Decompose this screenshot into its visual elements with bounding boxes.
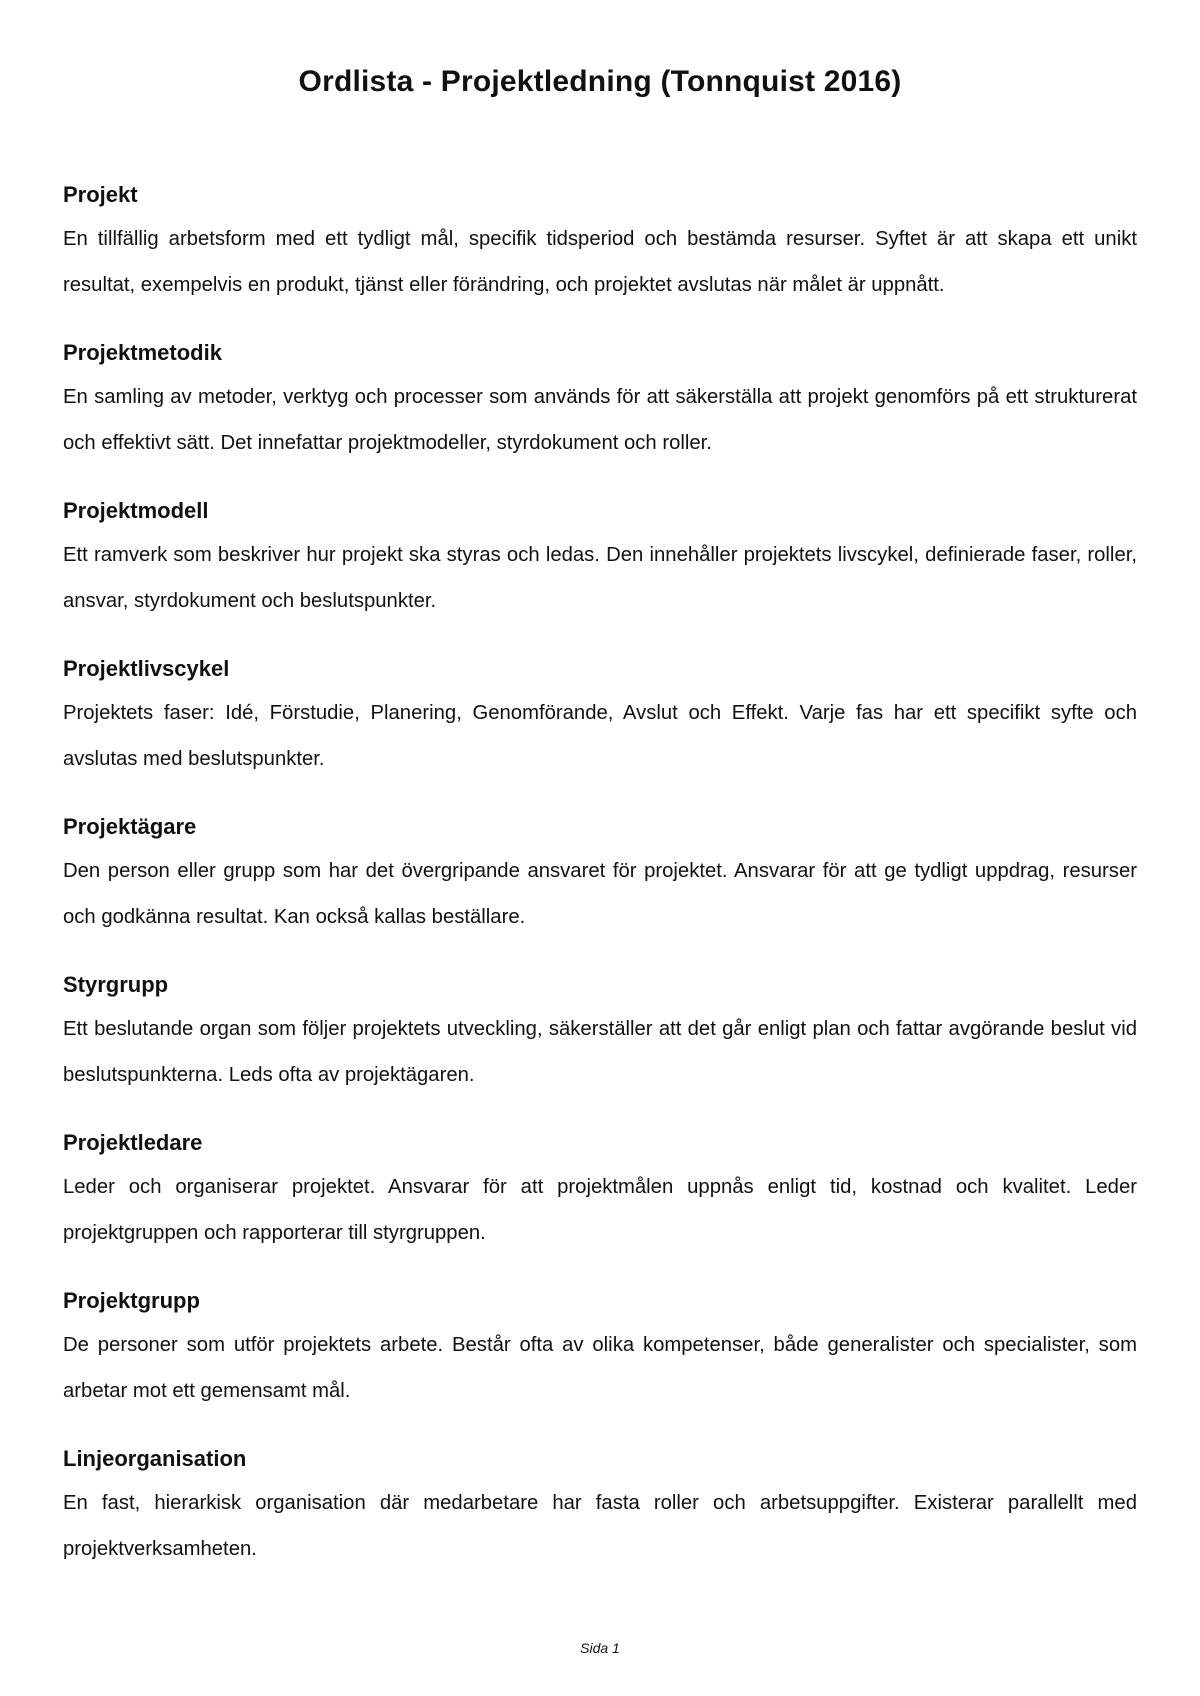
- glossary-definition: Projektets faser: Idé, Förstudie, Planering, Genomförande, Avslut och Effekt. Varje fas har ett specifikt syfte och avslutas med beslutspunkter.: [63, 702, 1137, 770]
- glossary-entry-projekt: [63, 180, 1137, 308]
- glossary-entry-projektlivscykel: [63, 654, 1137, 782]
- glossary-list: [63, 180, 1137, 1572]
- glossary-term: Styrgrupp: [63, 972, 169, 997]
- glossary-term: Projektgrupp: [63, 1288, 200, 1313]
- glossary-entry-projektagare: [63, 812, 1137, 940]
- glossary-definition: Ett beslutande organ som följer projektets utveckling, säkerställer att det går enligt plan och fattar avgörande beslut vid beslutspunkterna. Leds ofta av projektägaren.: [63, 1018, 1137, 1086]
- glossary-term: Linjeorganisation: [63, 1446, 247, 1471]
- glossary-term: Projektledare: [63, 1130, 203, 1155]
- glossary-entry-linjeorganisation: [63, 1444, 1137, 1572]
- glossary-definition: Leder och organiserar projektet. Ansvarar för att projektmålen uppnås enligt tid, kostnad och kvalitet. Leder projektgruppen och rapporterar till styrgruppen.: [63, 1176, 1137, 1244]
- glossary-term: Projekt: [63, 182, 138, 207]
- glossary-term: Projektmodell: [63, 498, 209, 523]
- glossary-definition: En fast, hierarkisk organisation där medarbetare har fasta roller och arbetsuppgifter. Existerar parallellt med projektverksamheten.: [63, 1492, 1137, 1560]
- glossary-entry-projektledare: [63, 1128, 1137, 1256]
- glossary-term: Projektmetodik: [63, 340, 222, 365]
- glossary-definition: En tillfällig arbetsform med ett tydligt mål, specifik tidsperiod och bestämda resurser. Syftet är att skapa ett unikt resultat, exempelvis en produkt, tjänst eller förändring, och projektet avslutas när målet är uppnått.: [63, 228, 1137, 296]
- glossary-entry-projektmetodik: [63, 338, 1137, 466]
- glossary-entry-projektgrupp: [63, 1286, 1137, 1414]
- glossary-entry-styrgrupp: [63, 970, 1137, 1098]
- glossary-definition: De personer som utför projektets arbete. Består ofta av olika kompetenser, både generalister och specialister, som arbetar mot ett gemensamt mål.: [63, 1334, 1137, 1402]
- glossary-definition: En samling av metoder, verktyg och processer som används för att säkerställa att projekt genomförs på ett strukturerat och effektivt sätt. Det innefattar projektmodeller, styrdokument och roller.: [63, 386, 1137, 454]
- glossary-definition: Ett ramverk som beskriver hur projekt ska styras och ledas. Den innehåller projektets livscykel, definierade faser, roller, ansvar, styrdokument och beslutspunkter.: [63, 544, 1137, 612]
- glossary-definition: Den person eller grupp som har det övergripande ansvaret för projektet. Ansvarar för att ge tydligt uppdrag, resurser och godkänna resultat. Kan också kallas beställare.: [63, 860, 1137, 928]
- glossary-term: Projektlivscykel: [63, 656, 230, 681]
- glossary-term: Projektägare: [63, 814, 197, 839]
- document-title: Ordlista - Projektledning (Tonnquist 2016): [298, 65, 902, 98]
- page-number-footer: Sida 1: [580, 1640, 620, 1656]
- glossary-entry-projektmodell: [63, 496, 1137, 624]
